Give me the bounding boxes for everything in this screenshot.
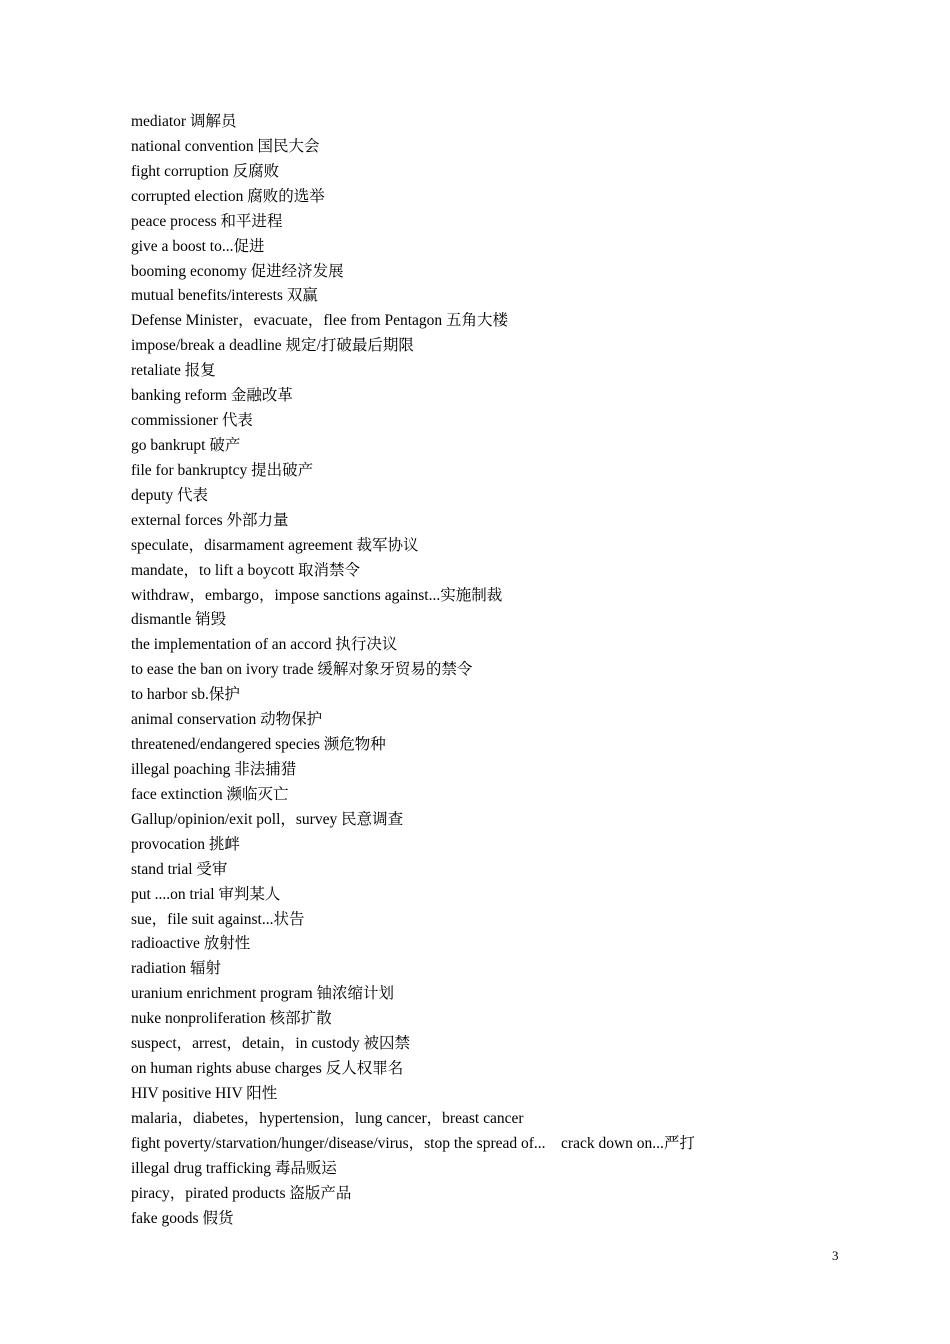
vocabulary-entry: stand trial 受审 bbox=[131, 860, 228, 878]
vocabulary-entry: give a boost to...促进 bbox=[131, 237, 265, 255]
vocabulary-entry: mandate，to lift a boycott 取消禁令 bbox=[131, 561, 361, 579]
vocabulary-entry: withdraw，embargo，impose sanctions against...实施制裁 bbox=[131, 586, 503, 604]
vocabulary-entry: banking reform 金融改革 bbox=[131, 387, 293, 405]
vocabulary-entry: fight poverty/starvation/hunger/disease/virus，stop the spread of... crack down on...严打 bbox=[131, 1134, 695, 1152]
vocabulary-entry: piracy，pirated products 盗版产品 bbox=[131, 1184, 352, 1202]
vocabulary-entry: illegal drug trafficking 毒品贩运 bbox=[131, 1159, 337, 1177]
vocabulary-entry: sue，file suit against...状告 bbox=[131, 910, 305, 928]
vocabulary-entry: put ....on trial 审判某人 bbox=[131, 885, 281, 903]
vocabulary-entry: Defense Minister，evacuate，flee from Pentagon 五角大楼 bbox=[131, 312, 509, 330]
vocabulary-entry: peace process 和平进程 bbox=[131, 212, 283, 230]
vocabulary-entry: speculate，disarmament agreement 裁军协议 bbox=[131, 536, 419, 554]
vocabulary-entry: file for bankruptcy 提出破产 bbox=[131, 461, 314, 479]
vocabulary-entry: external forces 外部力量 bbox=[131, 511, 289, 529]
vocabulary-entry: impose/break a deadline 规定/打破最后期限 bbox=[131, 337, 414, 355]
vocabulary-entry: commissioner 代表 bbox=[131, 412, 253, 430]
vocabulary-entry: illegal poaching 非法捕猎 bbox=[131, 760, 297, 778]
vocabulary-entry: national convention 国民大会 bbox=[131, 137, 320, 155]
vocabulary-entry: suspect，arrest，detain，in custody 被囚禁 bbox=[131, 1035, 410, 1053]
vocabulary-entry: go bankrupt 破产 bbox=[131, 436, 241, 454]
vocabulary-entry: Gallup/opinion/exit poll，survey 民意调查 bbox=[131, 810, 404, 828]
vocabulary-entry: on human rights abuse charges 反人权罪名 bbox=[131, 1060, 404, 1078]
vocabulary-entry: the implementation of an accord 执行决议 bbox=[131, 636, 398, 654]
vocabulary-entry: radioactive 放射性 bbox=[131, 935, 251, 953]
vocabulary-entry: animal conservation 动物保护 bbox=[131, 711, 323, 729]
vocabulary-entry: radiation 辐射 bbox=[131, 960, 221, 978]
vocabulary-entry: corrupted election 腐败的选举 bbox=[131, 187, 325, 205]
vocabulary-entry: mutual benefits/interests 双赢 bbox=[131, 287, 318, 305]
vocabulary-entry: HIV positive HIV 阳性 bbox=[131, 1084, 278, 1102]
vocabulary-entry: deputy 代表 bbox=[131, 486, 209, 504]
vocabulary-entry: nuke nonproliferation 核部扩散 bbox=[131, 1010, 332, 1028]
vocabulary-list bbox=[131, 110, 695, 1231]
vocabulary-entry: uranium enrichment program 铀浓缩计划 bbox=[131, 985, 395, 1003]
vocabulary-entry: dismantle 销毁 bbox=[131, 611, 227, 629]
vocabulary-entry: face extinction 濒临灭亡 bbox=[131, 785, 289, 803]
vocabulary-entry: mediator 调解员 bbox=[131, 113, 237, 130]
vocabulary-entry: booming economy 促进经济发展 bbox=[131, 262, 344, 280]
vocabulary-entry: fight corruption 反腐败 bbox=[131, 162, 280, 180]
vocabulary-entry: retaliate 报复 bbox=[131, 362, 216, 380]
vocabulary-entry: fake goods 假货 bbox=[131, 1209, 234, 1227]
vocabulary-entry: malaria，diabetes，hypertension，lung cancer，breast cancer bbox=[131, 1109, 524, 1127]
vocabulary-entry: to ease the ban on ivory trade 缓解对象牙贸易的禁令 bbox=[131, 661, 473, 679]
vocabulary-entry: to harbor sb.保护 bbox=[131, 686, 240, 704]
vocabulary-entry: threatened/endangered species 濒危物种 bbox=[131, 736, 386, 754]
page-number: 3 bbox=[832, 1248, 839, 1263]
vocabulary-entry: provocation 挑衅 bbox=[131, 835, 240, 853]
